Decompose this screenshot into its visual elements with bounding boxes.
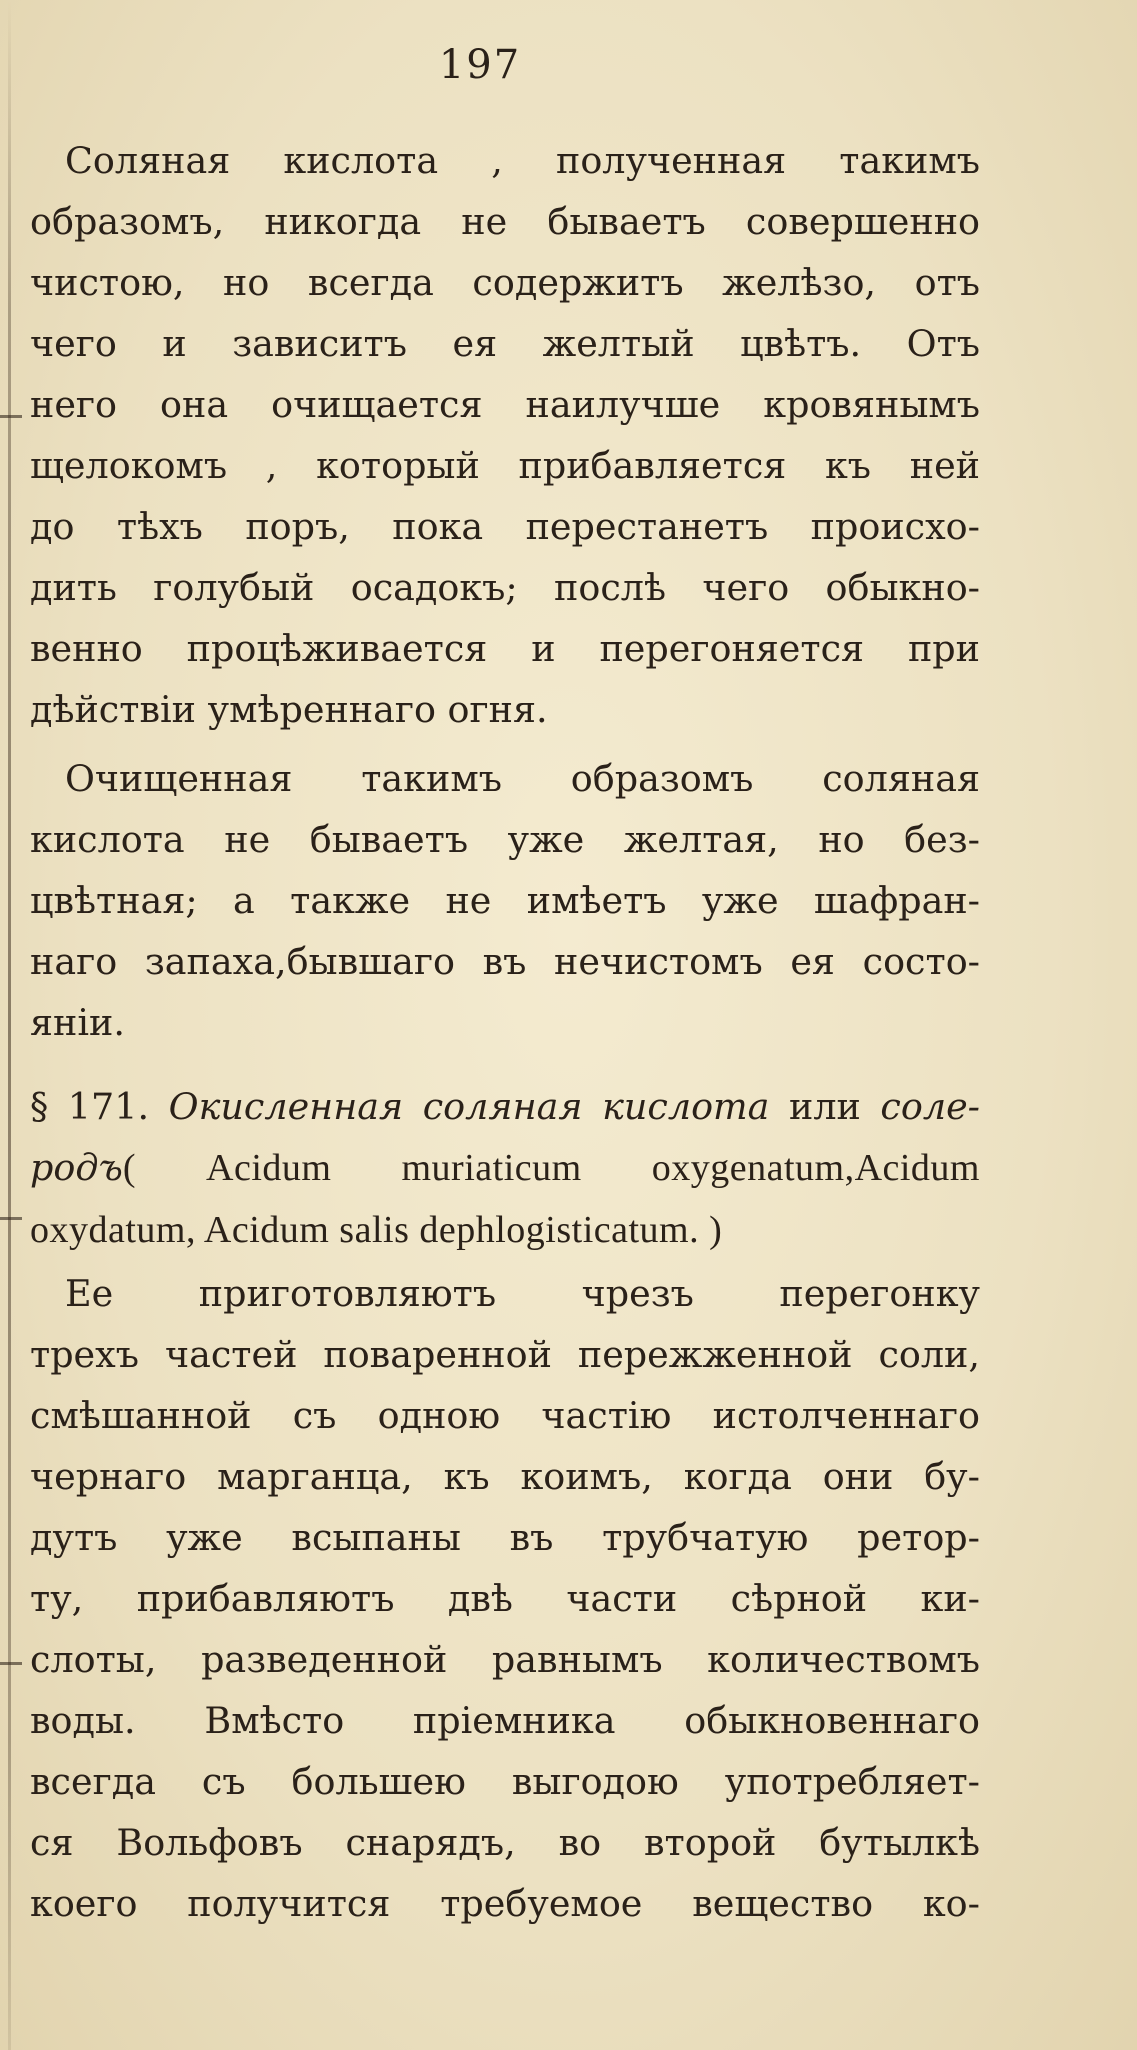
text-line: наго запаха,бывшаго въ нечистомъ ея состо- xyxy=(30,940,980,983)
text-line: цвѣтная; а также не имѣетъ уже шафран- xyxy=(30,879,980,922)
paragraph-2 xyxy=(30,748,980,1053)
section-number: § 171. xyxy=(30,1085,150,1128)
text-line: воды. Вмѣсто пріемника обыкновеннаго xyxy=(30,1699,980,1742)
text-line: чистою, но всегда содержитъ желѣзо, отъ xyxy=(30,261,980,304)
text-line: него она очищается наилучше кровянымъ xyxy=(30,383,980,426)
text-line: чернаго марганца, къ коимъ, когда они бу- xyxy=(30,1455,980,1498)
text-line: Очищенная такимъ образомъ соляная xyxy=(65,757,980,800)
text-line: до тѣхъ поръ, пока перестанетъ происхо- xyxy=(30,505,980,548)
paragraph-1 xyxy=(30,130,980,740)
text-line: ся Вольфовъ снарядъ, во второй бутылкѣ xyxy=(30,1821,980,1864)
text-line: дить голубый осадокъ; послѣ чего обыкно- xyxy=(30,566,980,609)
paragraph-3 xyxy=(30,1263,980,1934)
margin-mark xyxy=(0,1217,22,1220)
text-line: образомъ, никогда не бываетъ совершенно xyxy=(30,200,980,243)
latin-name-cont: oxydatum, Acidum salis dephlogisticatum. ) xyxy=(30,1209,723,1251)
text-line: коего получится требуемое вещество ко- xyxy=(30,1882,980,1925)
text-line: кислота не бываетъ уже желтая, но без- xyxy=(30,818,980,861)
section-alt-title: соле- xyxy=(880,1085,980,1128)
text-line: венно процѣживается и перегоняется при xyxy=(30,627,980,670)
text-line: трехъ частей поваренной пережженной соли, xyxy=(30,1333,980,1376)
text-line: дѣйствіи умѣреннаго огня. xyxy=(30,688,548,731)
heading-line xyxy=(30,1076,980,1137)
text-line: слоты, разведенной равнымъ количествомъ xyxy=(30,1638,980,1681)
text-line: яніи. xyxy=(30,1001,125,1044)
text-line: всегда съ большею выгодою употребляет- xyxy=(30,1760,980,1803)
text-line: Соляная кислота , полученная такимъ xyxy=(65,139,980,182)
text-line: дутъ уже всыпаны въ трубчатую ретор- xyxy=(30,1516,980,1559)
section-connector: или xyxy=(789,1085,861,1128)
binding-edge xyxy=(8,0,11,2050)
text-line: смѣшанной съ одною частію истолченнаго xyxy=(30,1394,980,1437)
text-line: щелокомъ , который прибавляется къ ней xyxy=(30,444,980,487)
section-title: Окисленная соляная кислота xyxy=(168,1085,770,1128)
section-heading xyxy=(30,1076,980,1261)
margin-mark xyxy=(0,1662,22,1665)
margin-mark xyxy=(0,415,22,418)
heading-line xyxy=(30,1137,980,1199)
latin-name: ( Acidum muriaticum oxygenatum,Acidum xyxy=(122,1147,980,1189)
text-line: Ее приготовляютъ чрезъ перегонку xyxy=(65,1272,980,1315)
heading-line xyxy=(30,1199,980,1261)
text-line: ту, прибавляютъ двѣ части сѣрной ки- xyxy=(30,1577,980,1620)
section-alt-title-end: родъ xyxy=(30,1146,123,1189)
page-number: 197 xyxy=(438,42,522,88)
text-line: чего и зависитъ ея желтый цвѣтъ. Отъ xyxy=(30,322,980,365)
